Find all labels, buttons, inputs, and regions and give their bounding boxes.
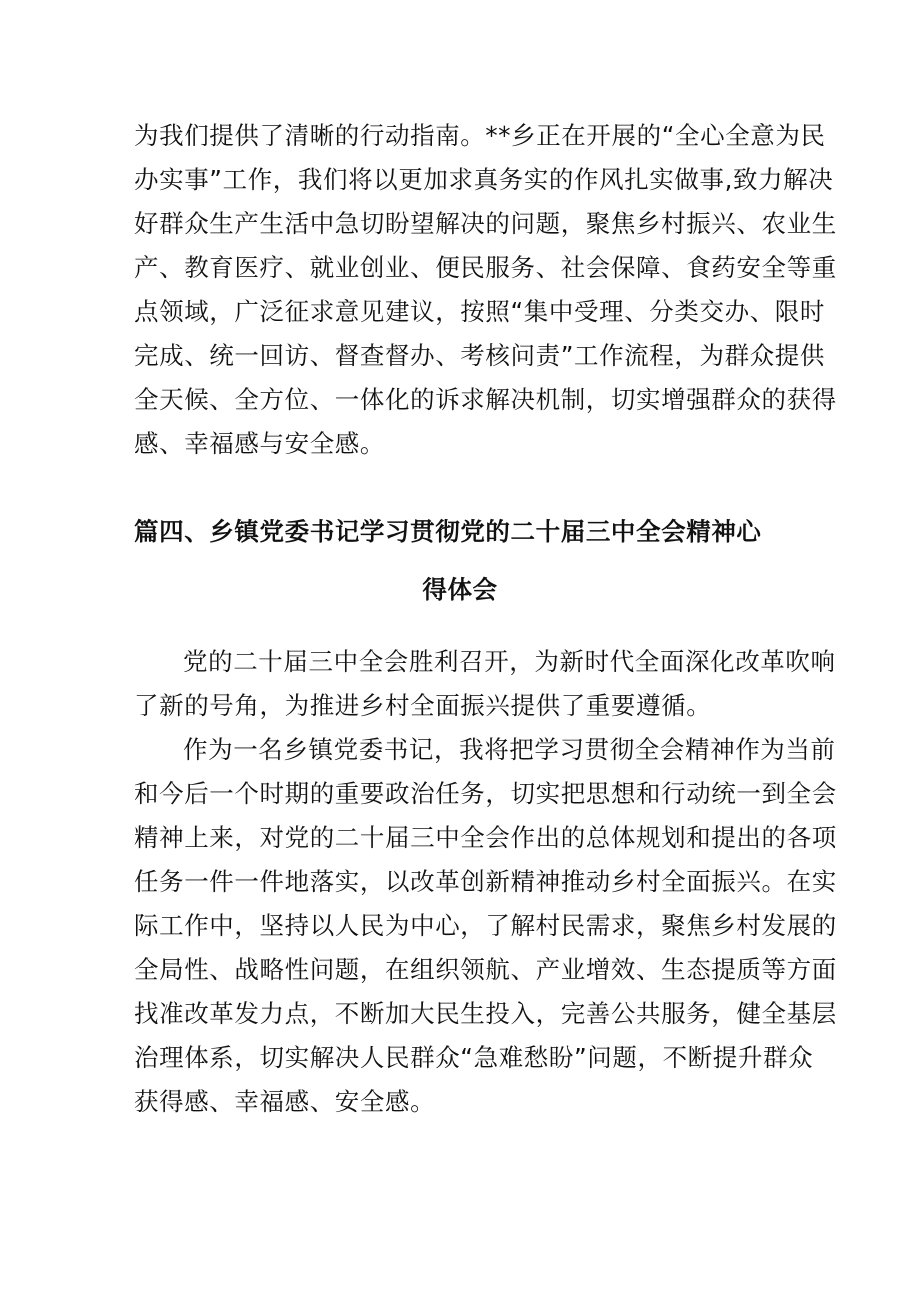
- paragraph-2: [134, 640, 836, 728]
- heading-part-2-bold: 镇党委: [234, 517, 310, 546]
- paragraph-3-line: 作为一名乡镇党委书记，我将把学习贯彻全会精神作为当前: [183, 735, 836, 764]
- paragraph-3-line: 治理体系，切实解决人民群众“急难愁盼”问题，不断提升群众: [134, 1043, 814, 1072]
- paragraph-3-line: 全局性、战略性问题，在组织领航、产业增效、生态提质等方面: [134, 955, 837, 984]
- paragraph-2-line: 党的二十届三中全会胜利召开，为新时代全面深化改革吹响: [183, 647, 836, 676]
- paragraph-1-line: 产、教育医疗、就业创业、便民服务、社会保障、食药安全等重: [134, 253, 837, 282]
- paragraph-3-line: 际工作中，坚持以人民为中心，了解村民需求，聚焦乡村发展的: [134, 911, 837, 940]
- paragraph-1-line: 办实事”工作，我们将以更加求真务实的作风扎实做事,致力解决: [134, 165, 834, 194]
- paragraph-1: [134, 114, 837, 466]
- paragraph-2-line: 了新的号角，为推进乡村全面振兴提供了重要遵循。: [134, 691, 712, 720]
- paragraph-1-line: 感、幸福感与安全感。: [134, 429, 385, 458]
- paragraph-1-line: 为我们提供了清晰的行动指南。**乡正在开展的“全心全意为民: [134, 121, 826, 150]
- paragraph-3-line: 获得感、幸福感、安全感。: [134, 1087, 436, 1116]
- heading-part-3: 书记学习贯彻党的二十届三中全会: [309, 517, 687, 546]
- paragraph-1-line: 全天候、全方位、一体化的诉求解决机制，切实增强群众的获得: [134, 385, 837, 414]
- heading-part-1: 篇四、乡: [134, 517, 235, 546]
- section-heading: [134, 510, 794, 554]
- paragraph-1-line: 完成、统一回访、督查督办、考核问责”工作流程，为群众提供: [134, 341, 825, 370]
- paragraph-3-line: 精神上来，对党的二十届三中全会作出的总体规划和提出的各项: [134, 823, 837, 852]
- paragraph-3-line: 任务一件一件地落实，以改革创新精神推动乡村全面振兴。在实: [134, 867, 837, 896]
- paragraph-1-line: 好群众生产生活中急切盼望解决的问题，聚焦乡村振兴、农业生: [134, 209, 837, 238]
- paragraph-3: [134, 728, 837, 1124]
- heading-part-4-bold: 精神心: [686, 517, 762, 546]
- paragraph-3-line: 找准改革发力点，不断加大民生投入，完善公共服务，健全基层: [134, 999, 837, 1028]
- paragraph-3-line: 和今后一个时期的重要政治任务，切实把思想和行动统一到全会: [134, 779, 837, 808]
- section-heading-line-2: 得体会: [422, 575, 498, 604]
- paragraph-1-line: 点领域，广泛征求意见建议，按照“集中受理、分类交办、限时: [134, 297, 825, 326]
